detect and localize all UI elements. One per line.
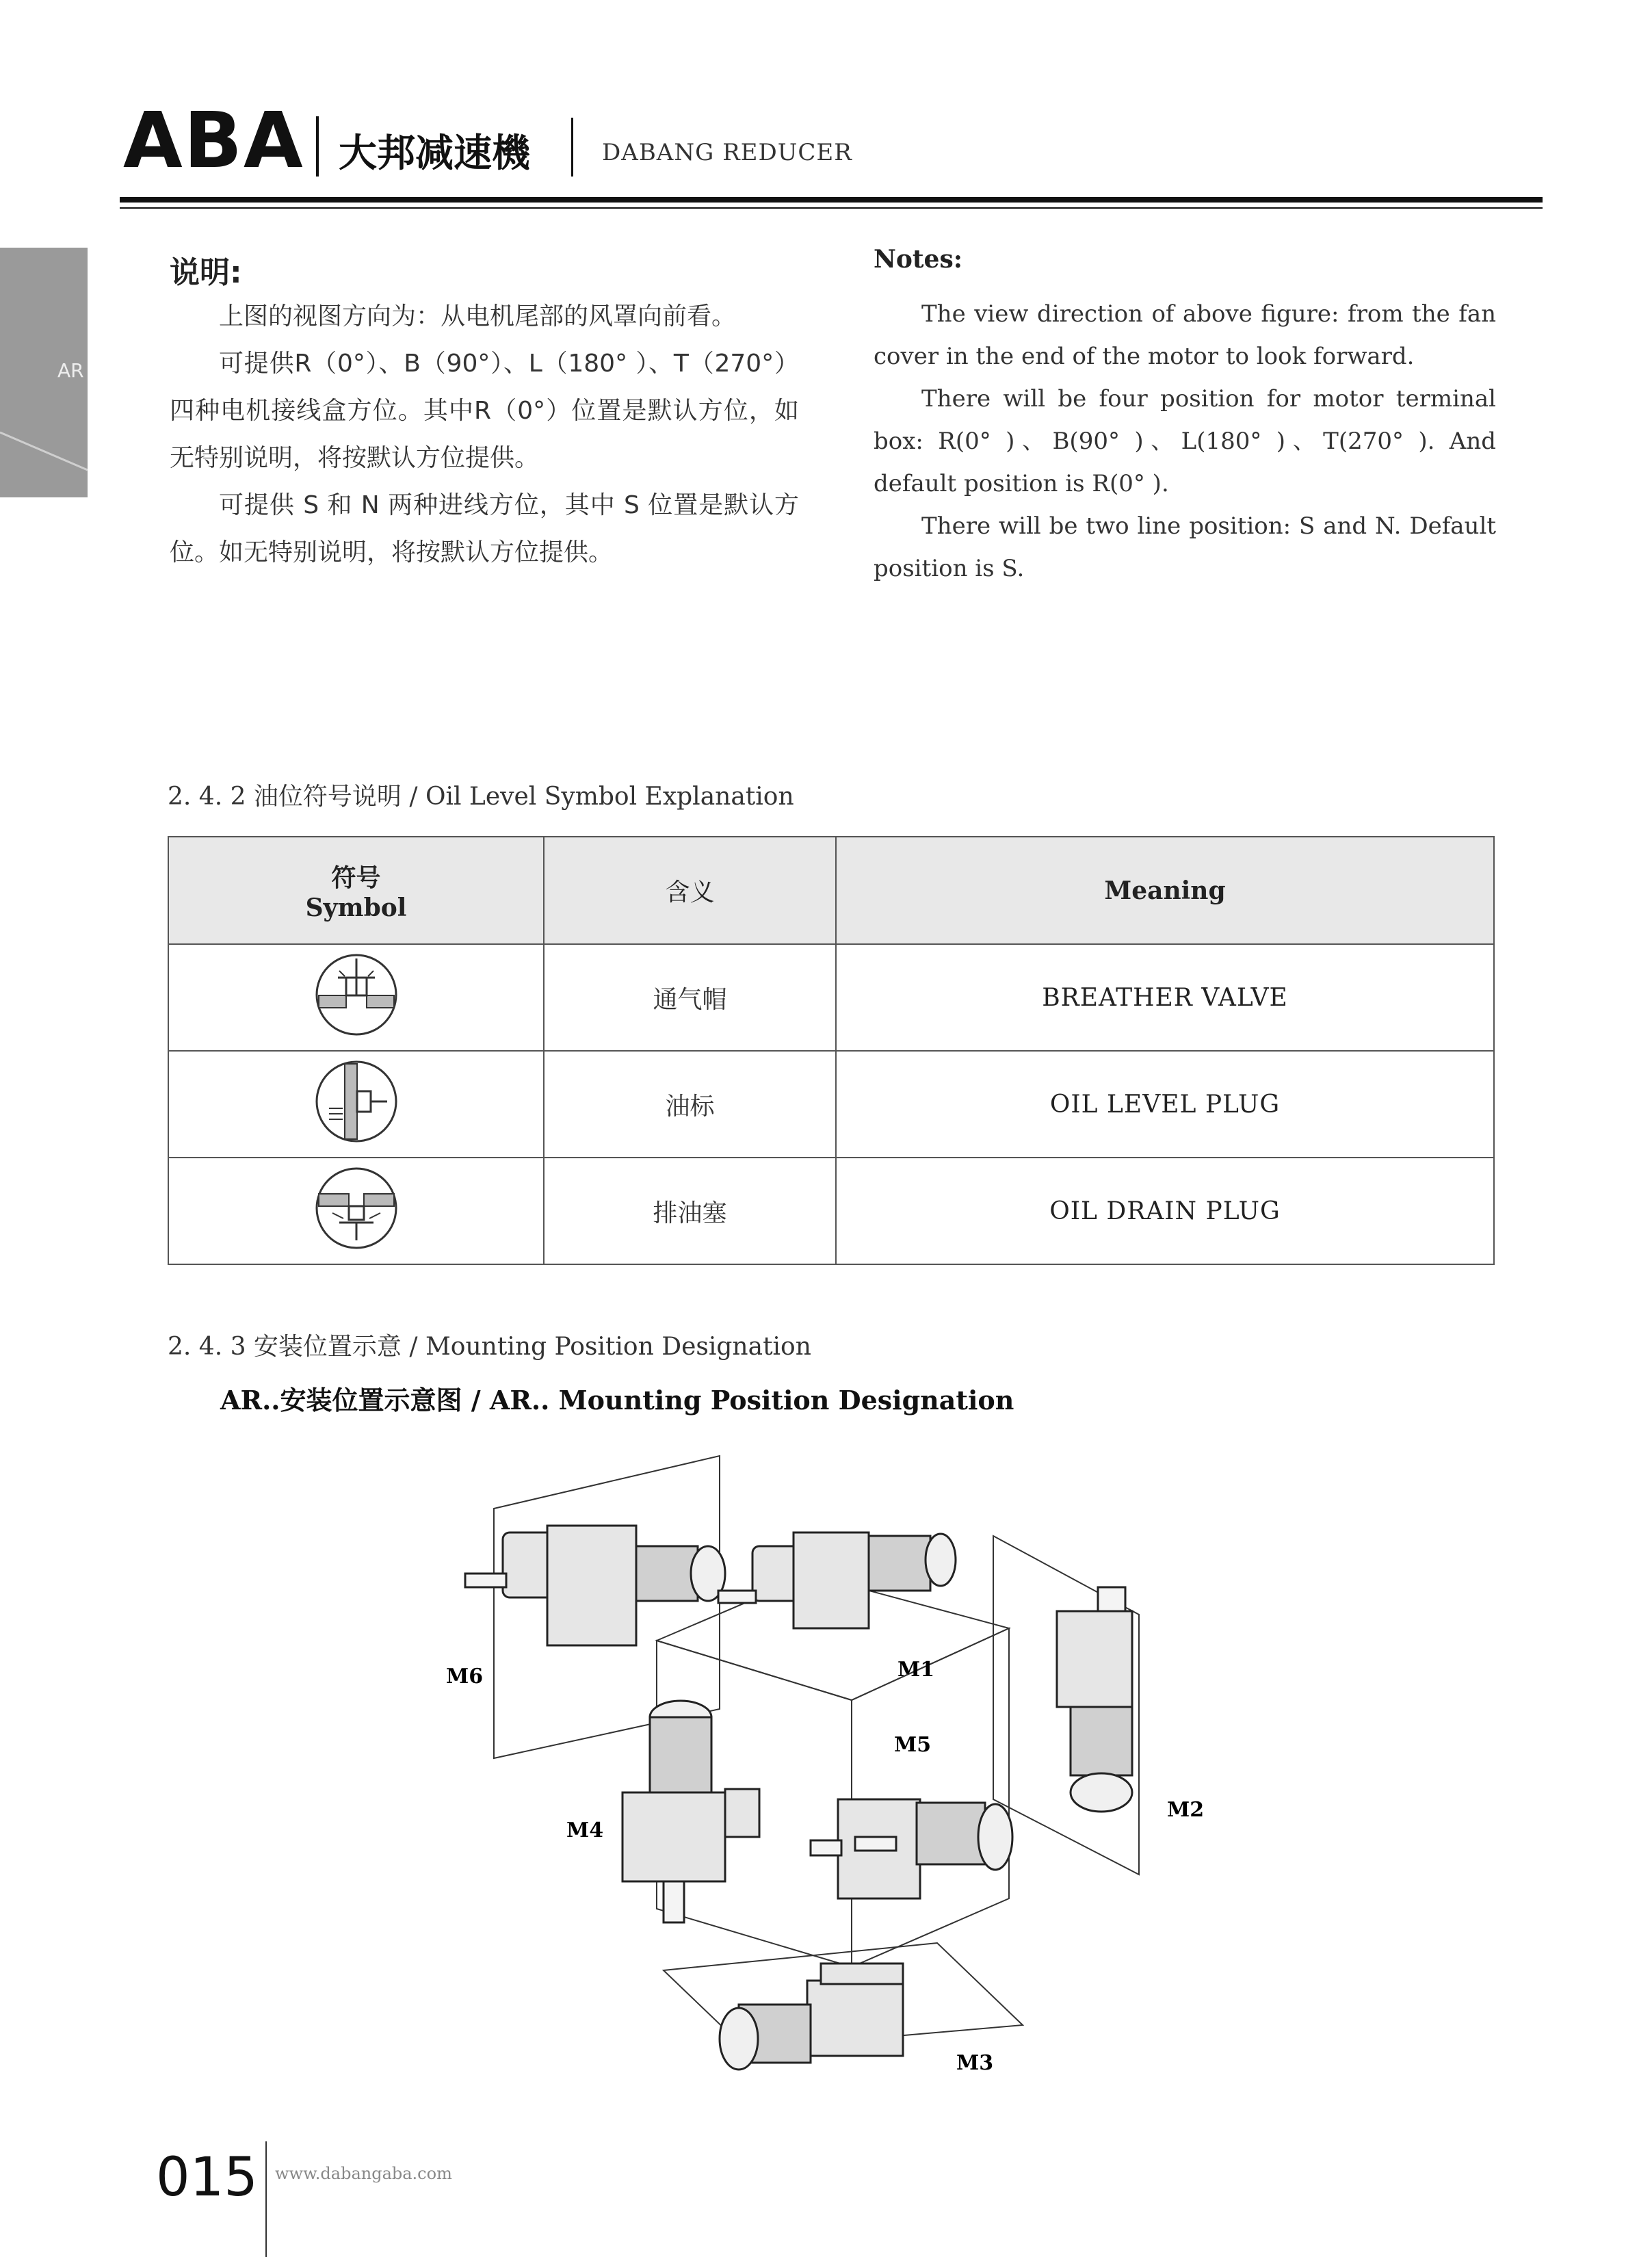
symbol-cell	[168, 1158, 544, 1264]
header-meaning-cn: 含义	[544, 837, 836, 944]
position-label-m4: M4	[566, 1818, 604, 1842]
oil-symbol-table	[168, 836, 1495, 1265]
notes-paragraph: 上图的视图方向为：从电机尾部的风罩向前看。	[219, 302, 737, 330]
notes-paragraph: There will be four position for motor terminal box: R(0° )、B(90° )、L(180° )、T(270° ). And default position is R(0° ).	[874, 385, 1496, 497]
table-row	[168, 1051, 1494, 1158]
position-label-m5: M5	[894, 1733, 932, 1757]
header-meaning-en: Meaning	[836, 837, 1494, 944]
reducer-m2	[1057, 1587, 1132, 1812]
notes-title-cn: 说明:	[170, 255, 242, 290]
header-divider	[571, 118, 573, 177]
header-symbol-en: Symbol	[305, 893, 407, 922]
table-row	[168, 1158, 1494, 1264]
reducer-m4	[622, 1701, 759, 1922]
reducer-m5	[811, 1799, 1012, 1899]
brand-name-en: DABANG REDUCER	[602, 139, 852, 166]
mounting-position-diagram	[438, 1444, 1231, 2135]
meaning-en: BREATHER VALVE	[836, 944, 1494, 1051]
mounting-subtitle: AR..安装位置示意图 / AR.. Mounting Position Designation	[220, 1385, 1014, 1415]
symbol-cell	[168, 1051, 544, 1158]
breather-valve-icon	[312, 950, 401, 1039]
symbol-cell	[168, 944, 544, 1051]
notes-body-en	[874, 293, 1496, 590]
notes-body-cn	[170, 293, 799, 576]
side-tab-label: AR	[57, 359, 84, 382]
header-symbol-cn: 符号	[331, 864, 381, 892]
meaning-cn: 通气帽	[544, 944, 836, 1051]
reducer-m3	[720, 1964, 903, 2070]
brand-name-cn: 大邦减速機	[339, 131, 530, 176]
oil-section-title: 2. 4. 2 油位符号说明 / Oil Level Symbol Explanation	[168, 783, 794, 811]
position-label-m6: M6	[446, 1665, 484, 1688]
meaning-cn: 油标	[544, 1051, 836, 1158]
oil-drain-plug-icon	[312, 1164, 401, 1253]
meaning-en: OIL DRAIN PLUG	[836, 1158, 1494, 1264]
notes-title-en: Notes:	[874, 245, 963, 274]
table-row	[168, 944, 1494, 1051]
position-label-m2: M2	[1167, 1798, 1205, 1822]
footer-website: www.dabangaba.com	[275, 2164, 452, 2183]
notes-paragraph: The view direction of above figure: from the fan cover in the end of the motor to look forward.	[874, 300, 1496, 370]
header-rule	[120, 197, 1543, 203]
position-label-m1: M1	[897, 1658, 935, 1682]
notes-paragraph: There will be two line position: S and N. Default position is S.	[874, 512, 1496, 582]
table-header-row	[168, 837, 1494, 944]
mounting-section-title: 2. 4. 3 安装位置示意 / Mounting Position Designation	[168, 1333, 811, 1361]
brand-logo: ABA	[123, 96, 304, 185]
header-symbol	[168, 837, 544, 944]
notes-paragraph: 可提供 S 和 N 两种进线方位，其中 S 位置是默认方位。如无特别说明，将按默认方位提供。	[170, 491, 799, 566]
position-label-m3: M3	[956, 2051, 994, 2075]
meaning-en: OIL LEVEL PLUG	[836, 1051, 1494, 1158]
header-divider	[316, 116, 319, 177]
notes-paragraph: 可提供R（0°）、B（90°）、L（180° ）、T（270°）四种电机接线盒方位。其中R（0°）位置是默认方位，如无特别说明，将按默认方位提供。	[170, 350, 799, 472]
header-rule	[120, 207, 1543, 209]
oil-level-plug-icon	[312, 1057, 401, 1146]
meaning-cn: 排油塞	[544, 1158, 836, 1264]
reducer-m1	[718, 1532, 956, 1628]
footer-divider	[265, 2141, 267, 2257]
page-number: 015	[156, 2147, 258, 2208]
